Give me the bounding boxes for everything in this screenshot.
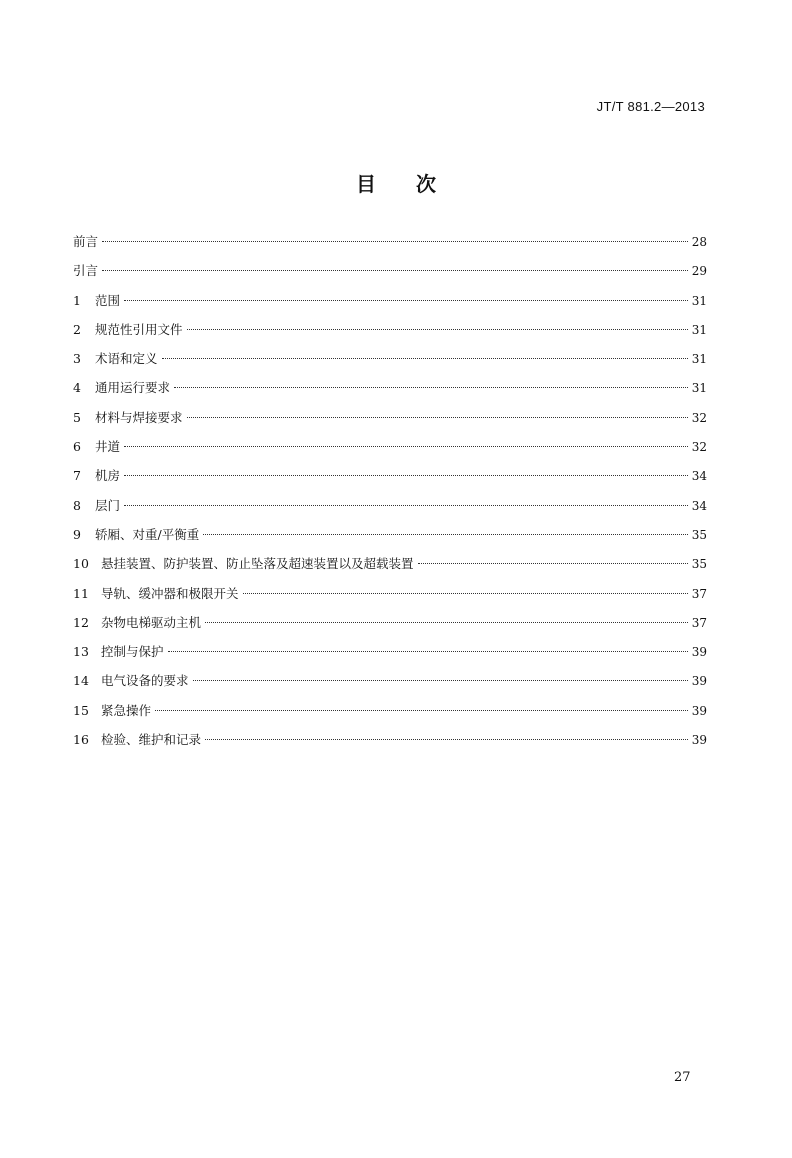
toc-entry-label: 电气设备的要求 — [101, 673, 189, 689]
toc-entry[interactable] — [73, 378, 707, 407]
toc-entry-label: 紧急操作 — [101, 702, 152, 718]
toc-entry-page: 31 — [691, 293, 707, 308]
toc-entry[interactable] — [73, 584, 707, 613]
toc-entry[interactable] — [73, 642, 707, 671]
toc-entry-number: 3 — [73, 351, 81, 367]
toc-entry-label: 机房 — [95, 468, 121, 484]
toc-entry-number: 1 — [73, 292, 81, 308]
toc-entry-label: 前言 — [73, 234, 99, 249]
toc-dot-leader — [124, 475, 688, 476]
toc-entry-number: 13 — [73, 644, 89, 660]
toc-entry-label: 悬挂装置、防护装置、防止坠落及超速装置以及超载装置 — [101, 556, 414, 572]
toc-dot-leader — [162, 358, 688, 359]
toc-entry-label: 通用运行要求 — [95, 380, 171, 396]
toc-dot-leader — [205, 739, 688, 740]
toc-dot-leader — [418, 563, 688, 564]
toc-entry-page: 31 — [691, 352, 707, 367]
toc-entry-number: 14 — [73, 673, 89, 689]
toc-entry-label: 范围 — [95, 292, 121, 308]
toc-entry[interactable] — [73, 437, 707, 466]
toc-dot-leader — [193, 680, 688, 681]
toc-entry-number: 15 — [73, 702, 89, 718]
toc-entry[interactable] — [73, 291, 707, 320]
toc-entry-page: 28 — [691, 235, 707, 249]
toc-dot-leader — [168, 651, 688, 652]
toc-entry-label: 引言 — [73, 263, 99, 279]
toc-entry-number: 16 — [73, 732, 89, 748]
toc-entry[interactable] — [73, 496, 707, 525]
toc-entry-page: 39 — [691, 733, 707, 748]
toc-entry-page: 34 — [691, 469, 707, 484]
toc-entry-page: 35 — [691, 527, 707, 542]
toc-entry-page: 37 — [691, 615, 707, 630]
toc-dot-leader — [124, 505, 688, 506]
toc-dot-leader — [203, 534, 688, 535]
toc-entry-page: 32 — [691, 410, 707, 425]
toc-dot-leader — [155, 710, 688, 711]
toc-entry-label: 规范性引用文件 — [95, 321, 183, 337]
toc-entry-number: 2 — [73, 321, 81, 337]
toc-entry-number: 8 — [73, 497, 81, 513]
toc-entry-label: 层门 — [95, 497, 121, 513]
toc-entry-number: 12 — [73, 614, 89, 630]
toc-dot-leader — [124, 446, 688, 447]
toc-entry[interactable] — [73, 232, 707, 261]
toc-dot-leader — [102, 241, 688, 242]
toc-entry-label: 杂物电梯驱动主机 — [101, 614, 202, 630]
toc-entry-label: 井道 — [95, 439, 121, 455]
toc-entry-number: 4 — [73, 380, 81, 396]
toc-entry-label: 术语和定义 — [95, 351, 158, 367]
toc-entry-number: 6 — [73, 439, 81, 455]
toc-entry-page: 39 — [691, 674, 707, 689]
toc-dot-leader — [205, 622, 688, 623]
toc-entry-number: 5 — [73, 409, 81, 425]
toc-entry-label: 检验、维护和记录 — [101, 732, 202, 748]
toc-entry-page: 31 — [691, 381, 707, 396]
toc-entry[interactable] — [73, 408, 707, 437]
table-of-contents — [73, 232, 707, 759]
toc-dot-leader — [174, 387, 688, 388]
toc-entry[interactable] — [73, 701, 707, 730]
toc-entry-number: 10 — [73, 556, 89, 572]
toc-dot-leader — [187, 417, 688, 418]
toc-dot-leader — [102, 270, 688, 271]
toc-entry-page: 34 — [691, 498, 707, 513]
toc-entry-page: 39 — [691, 703, 707, 718]
toc-entry-page: 37 — [691, 586, 707, 601]
toc-entry[interactable] — [73, 466, 707, 495]
toc-entry-page: 31 — [691, 322, 707, 337]
toc-entry-label: 轿厢、对重/平衡重 — [95, 526, 200, 542]
toc-entry-number: 9 — [73, 526, 81, 542]
page-number: 27 — [674, 1070, 691, 1085]
toc-entry-label: 导轨、缓冲器和极限开关 — [101, 585, 239, 601]
toc-entry-page: 35 — [691, 557, 707, 572]
toc-entry-label: 控制与保护 — [101, 644, 164, 660]
toc-entry[interactable] — [73, 730, 707, 759]
toc-entry[interactable] — [73, 349, 707, 378]
standard-code: JT/T 881.2—2013 — [596, 99, 705, 114]
toc-entry[interactable] — [73, 671, 707, 700]
toc-entry[interactable] — [73, 554, 707, 583]
toc-dot-leader — [187, 329, 688, 330]
toc-entry[interactable] — [73, 613, 707, 642]
toc-entry-page: 39 — [691, 645, 707, 660]
toc-dot-leader — [124, 300, 688, 301]
toc-entry-number: 7 — [73, 468, 81, 484]
toc-entry[interactable] — [73, 320, 707, 349]
toc-title: 目 次 — [356, 172, 436, 196]
toc-entry-label: 材料与焊接要求 — [95, 409, 183, 425]
toc-entry-number: 11 — [73, 585, 89, 601]
toc-entry-page: 32 — [691, 440, 707, 455]
toc-entry-page: 29 — [691, 264, 707, 279]
toc-entry[interactable] — [73, 525, 707, 554]
toc-dot-leader — [243, 593, 688, 594]
toc-entry[interactable] — [73, 261, 707, 290]
